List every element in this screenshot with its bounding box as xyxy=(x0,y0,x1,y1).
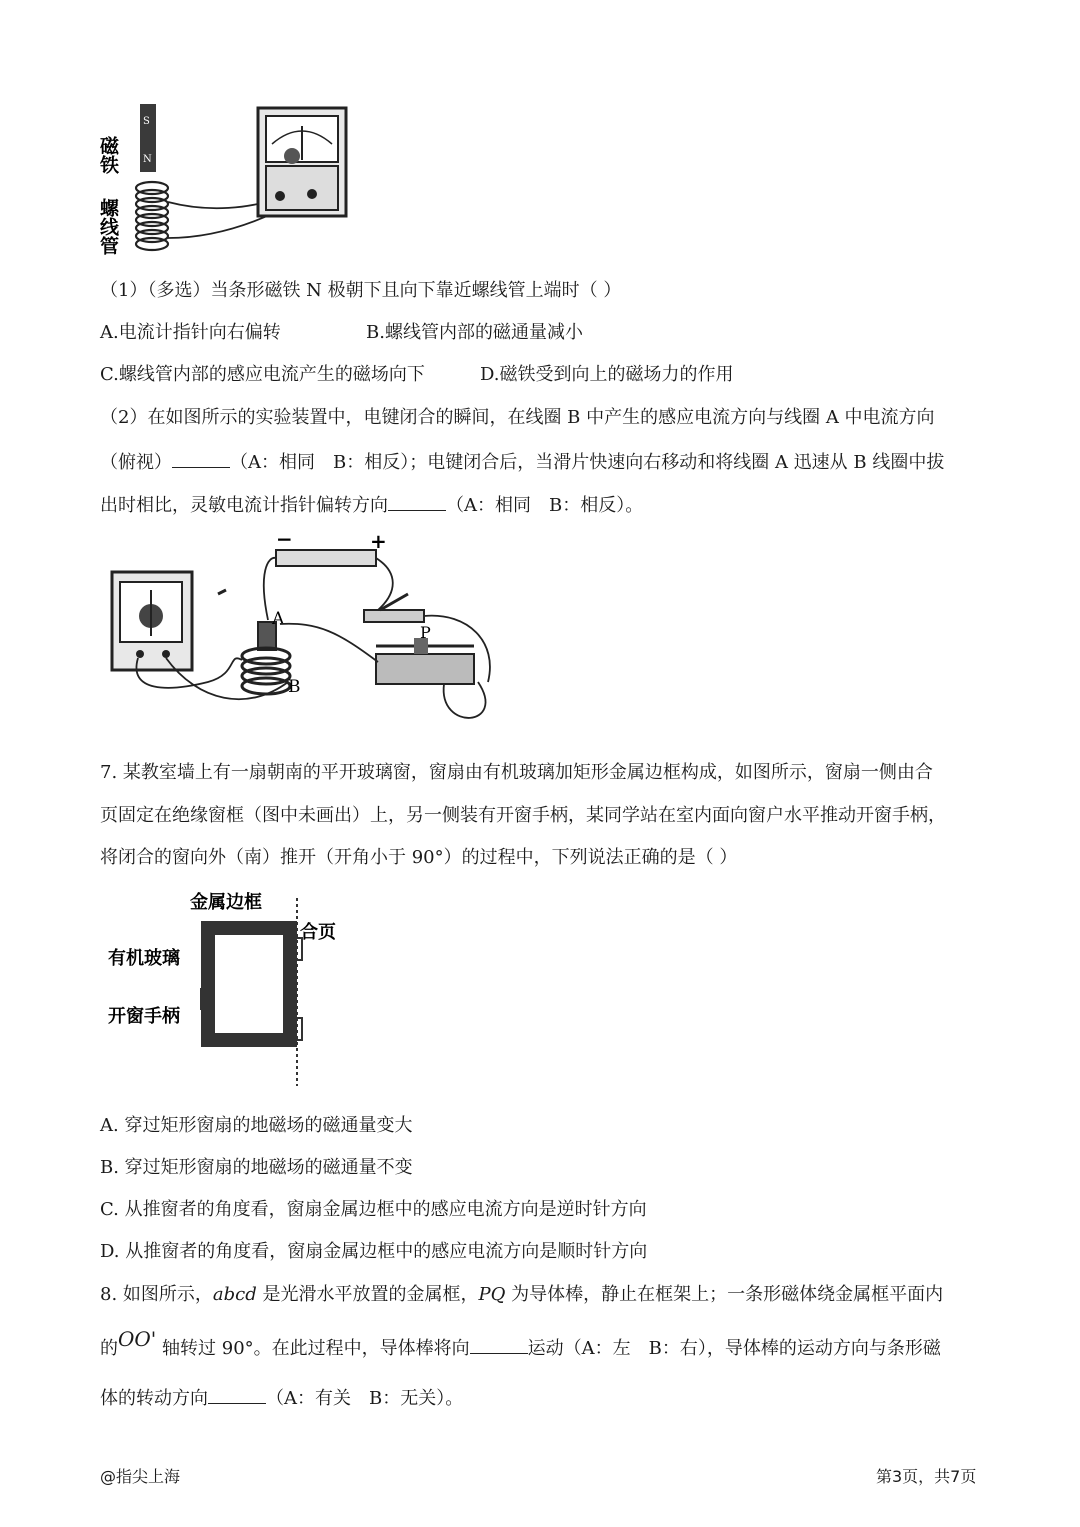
q8-text: 8. 如图所示， xyxy=(100,1284,213,1305)
q7-option-c: C. 从推窗者的角度看，窗扇金属边框中的感应电流方向是逆时针方向 xyxy=(100,1199,647,1220)
battery-plus: + xyxy=(370,529,387,553)
hinge-label: 合页 xyxy=(300,922,336,943)
q8-text: 的 xyxy=(100,1338,118,1359)
galvanometer-2 xyxy=(112,572,192,670)
q6-part2-line2 xyxy=(100,449,944,475)
coils-a-b xyxy=(242,609,301,697)
figure-magnet-solenoid xyxy=(97,98,360,263)
answer-blank-1[interactable] xyxy=(172,449,230,468)
frame-label: 金属边框 xyxy=(190,892,262,913)
solenoid xyxy=(136,182,168,250)
battery-minus: − xyxy=(276,527,293,551)
q7-stem-line2: 页固定在绝缘窗框（图中未画出）上，另一侧装有开窗手柄，某同学站在室内面向窗户水平推动开窗手柄， xyxy=(100,805,946,826)
q6-part2-line3 xyxy=(100,492,643,518)
q8-pq: PQ xyxy=(478,1284,506,1305)
pole-n: N xyxy=(143,154,152,165)
q6-option-d: D.磁铁受到向上的磁场力的作用 xyxy=(480,364,734,385)
window-frame xyxy=(208,928,290,1040)
q7-option-b: B. 穿过矩形窗扇的地磁场的磁通量不变 xyxy=(100,1157,413,1178)
q6-part2-line2-a: （俯视） xyxy=(100,452,172,473)
q8-stem-line3 xyxy=(100,1385,463,1411)
q8-text: 是光滑水平放置的金属框， xyxy=(256,1284,479,1305)
q8-stem-line2 xyxy=(100,1327,941,1361)
footer-source: @指尖上海 xyxy=(100,1467,181,1486)
answer-blank-4[interactable] xyxy=(208,1385,266,1404)
q8-text: 为导体棒，静止在框架上；一条形磁体绕金属框平面内 xyxy=(505,1284,944,1305)
q7-option-a: A. 穿过矩形窗扇的地磁场的磁通量变大 xyxy=(100,1115,413,1136)
q6-option-b: B.螺线管内部的磁通量减小 xyxy=(366,322,583,343)
q6-part2-line3-a: 出时相比，灵敏电流计指针偏转方向 xyxy=(100,495,388,516)
slider-p-label: P xyxy=(420,623,431,642)
q8-text: （A：有关 B：无关）。 xyxy=(266,1388,464,1409)
battery xyxy=(276,527,387,566)
q8-stem-line1 xyxy=(100,1283,943,1307)
coil-b-label: B xyxy=(288,677,301,697)
pole-s: S xyxy=(143,116,150,127)
window-handle xyxy=(200,988,206,1010)
q6-part2-line3-b: （A：相同 B：相反）。 xyxy=(446,495,644,516)
q7-stem-line3: 将闭合的窗向外（南）推开（开角小于 90°）的过程中，下列说法正确的是（ ） xyxy=(100,847,738,868)
q8-abcd: abcd xyxy=(212,1284,257,1305)
magnet-label: 磁铁 xyxy=(97,136,119,174)
coil-a-label: A xyxy=(272,609,285,629)
answer-blank-3[interactable] xyxy=(470,1335,528,1354)
solenoid-label: 螺线管 xyxy=(97,198,119,255)
q8-axis-oo: OO' xyxy=(118,1327,157,1351)
switch xyxy=(364,594,424,622)
answer-blank-2[interactable] xyxy=(388,492,446,511)
q6-part2-line2-b: （A：相同 B：相反）；电键闭合后，当滑片快速向右移动和将线圈 A 迅速从 B 线圈中拔 xyxy=(230,452,945,473)
q8-text: 体的转动方向 xyxy=(100,1388,208,1409)
handle-label: 开窗手柄 xyxy=(108,1006,180,1027)
q6-part2-line1: （2）在如图所示的实验装置中，电键闭合的瞬间，在线圈 B 中产生的感应电流方向与线圈 A 中电流方向 xyxy=(100,407,935,428)
rheostat xyxy=(376,623,474,684)
galvanometer xyxy=(258,108,346,216)
q6-option-c: C.螺线管内部的感应电流产生的磁场向下 xyxy=(100,364,425,385)
q8-text: 运动（A：左 B：右），导体棒的运动方向与条形磁 xyxy=(527,1338,941,1359)
q8-text: 轴转过 90°。在此过程中，导体棒将向 xyxy=(156,1338,470,1359)
q6-option-a: A.电流计指针向右偏转 xyxy=(100,322,281,343)
glass-label: 有机玻璃 xyxy=(108,948,180,969)
figure-window xyxy=(104,888,344,1088)
q7-stem-line1: 7. 某教室墙上有一扇朝南的平开玻璃窗，窗扇由有机玻璃加矩形金属边框构成，如图所示，窗扇一侧由合 xyxy=(100,762,933,783)
figure-induction-experiment xyxy=(108,527,508,732)
q7-option-d: D. 从推窗者的角度看，窗扇金属边框中的感应电流方向是顺时针方向 xyxy=(100,1241,648,1262)
footer-page-number: 第3页，共7页 xyxy=(876,1467,977,1486)
q6-part1-stem: （1）（多选）当条形磁铁 N 极朝下且向下靠近螺线管上端时（ ） xyxy=(100,280,622,301)
